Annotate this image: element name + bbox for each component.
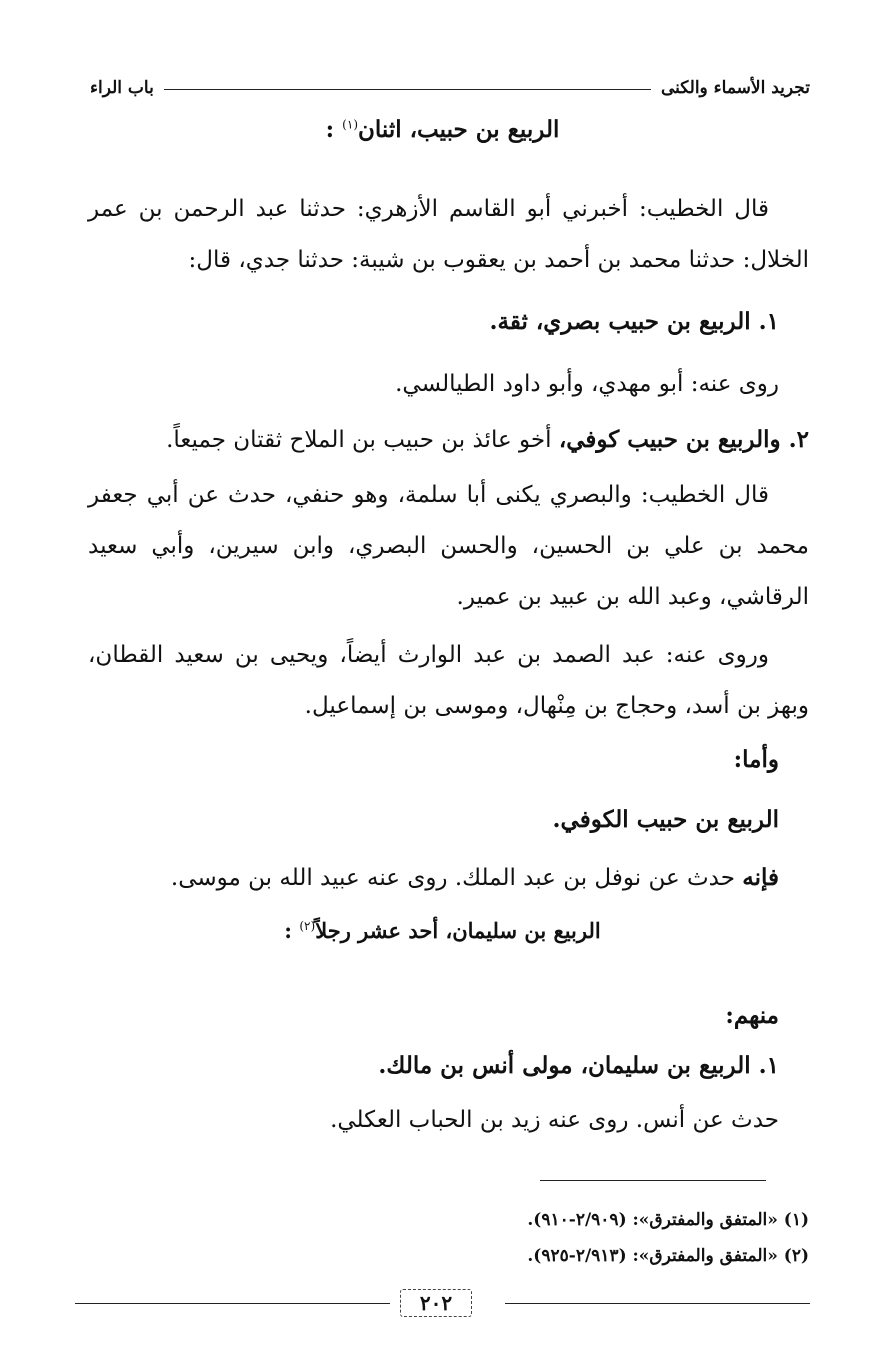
amma-label: وأما: [733,746,779,773]
footnote-1: (١) «المتفق والمفترق»: (٢/٩٠٩-٩١٠). [527,1210,809,1230]
chapter-title: باب الراء [90,78,154,98]
intro-paragraph: قال الخطيب: أخبرني أبو القاسم الأزهري: حدثنا عبد الرحمن بن عمر الخلال: حدثنا محمد بن أحمد بن يعقوب بن شيبة: حدثنا جدي، قال: [88,196,809,273]
entry-3-text: حدث عن أنس. روى عنه زيد بن الحباب العكلي. [330,1107,779,1133]
kufi-text-rest: حدث عن نوفل بن عبد الملك. روى عنه عبيد الله بن موسى. [170,865,743,891]
footnote-rule [540,1180,766,1181]
header-rule [164,89,651,90]
kufi-heading: الربيع بن حبيب الكوفي. [552,806,779,833]
entry-2 [88,420,809,460]
section-title-text: الربيع بن حبيب، اثنان [358,116,560,143]
section-title-text: الربيع بن سليمان، أحد عشر رجلاً [315,918,601,943]
running-header [90,58,810,98]
riwaya-paragraph: وروى عنه: عبد الصمد بن عبد الوارث أيضاً، ويحيى بن سعيد القطان، وبهز بن أسد، وحجاج بن مِنْهال، وموسى بن إسماعيل. [88,642,809,719]
page-number: ٢٠٢ [400,1289,472,1317]
footer-rule-left [75,1303,390,1304]
footnote-2: (٢) «المتفق والمفترق»: (٢/٩١٣-٩٢٥). [527,1246,809,1266]
book-title: تجريد الأسماء والكنى [660,78,810,98]
title-colon: : [325,116,335,143]
entry-1-text: روى عنه: أبو مهدي، وأبو داود الطيالسي. [395,371,779,397]
khatib-paragraph: قال الخطيب: والبصري يكنى أبا سلمة، وهو حنفي، حدث عن أبي جعفر محمد بن علي بن الحسين، والحسن البصري، وابن سيرين، وأبي سعيد الرقاشي، وعبد الله بن عبيد بن عمير. [88,482,809,610]
kufi-text [88,858,779,898]
entry-1-heading: ١. الربيع بن حبيب بصري، ثقة. [489,308,779,335]
minhum-label: منهم: [725,1002,779,1029]
footnote-ref: (١) [342,117,358,132]
footer-rule-right [505,1303,810,1304]
section-title-rabi-bin-habib [0,116,885,143]
entry-2-heading: ٢. والربيع بن حبيب كوفي، [558,426,809,453]
kufi-text-bold: فإنه [742,864,779,891]
footnote-ref: (٢) [299,919,316,933]
title-colon: : [284,918,293,943]
page-footer [75,1289,810,1319]
entry-2-text: أخو عائذ بن حبيب بن الملاح ثقتان جميعاً. [166,427,559,453]
entry-3-heading: ١. الربيع بن سليمان، مولى أنس بن مالك. [378,1052,779,1079]
section-title-rabi-bin-sulayman [0,918,885,943]
